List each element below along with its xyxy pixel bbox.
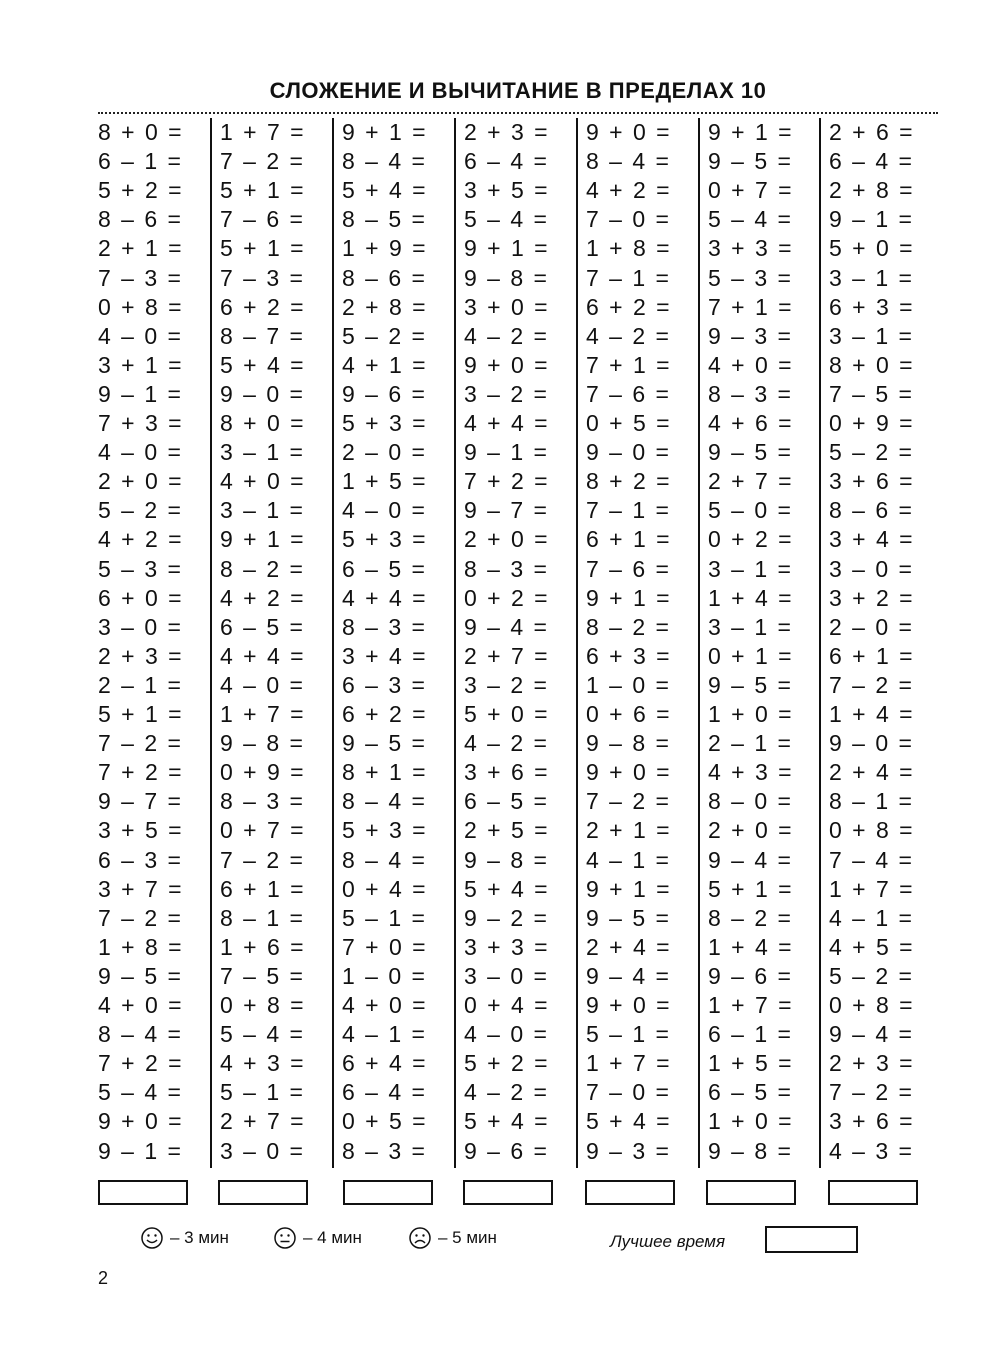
example-cell[interactable]: 8 – 4 =: [586, 148, 671, 175]
example-cell[interactable]: 8 – 1 =: [220, 904, 305, 931]
example-cell[interactable]: 6 – 3 =: [342, 671, 427, 698]
example-cell[interactable]: 4 + 4 =: [342, 584, 428, 611]
example-cell[interactable]: 8 – 4 =: [342, 148, 427, 175]
example-cell[interactable]: 7 + 3 =: [98, 410, 184, 436]
example-cell[interactable]: 0 + 4 =: [464, 992, 550, 1018]
example-cell[interactable]: 8 – 3 =: [464, 555, 549, 582]
example-cell[interactable]: 9 – 1 =: [98, 1137, 183, 1164]
example-cell[interactable]: 4 + 0 =: [342, 992, 428, 1018]
example-cell[interactable]: 1 + 8 =: [586, 235, 672, 262]
example-cell[interactable]: 6 – 5 =: [708, 1079, 793, 1106]
example-cell[interactable]: 5 – 1 =: [220, 1079, 305, 1106]
example-cell[interactable]: 9 + 1 =: [586, 584, 672, 611]
column-result-box[interactable]: [98, 1180, 188, 1205]
example-cell[interactable]: 7 – 2 =: [586, 788, 671, 815]
example-cell[interactable]: 5 + 0 =: [464, 701, 550, 727]
example-cell[interactable]: 4 + 5 =: [829, 933, 915, 960]
example-cell[interactable]: 9 – 7 =: [98, 788, 183, 815]
example-cell[interactable]: 1 + 9 =: [342, 235, 428, 262]
example-cell[interactable]: 6 + 2 =: [586, 293, 672, 320]
example-cell[interactable]: 9 – 4 =: [464, 613, 549, 640]
example-cell[interactable]: 3 + 1 =: [98, 351, 184, 378]
example-cell[interactable]: 7 – 6 =: [586, 555, 671, 582]
example-cell[interactable]: 0 + 8 =: [829, 817, 915, 844]
example-cell[interactable]: 3 – 0 =: [464, 962, 549, 989]
example-cell[interactable]: 1 + 8 =: [98, 933, 184, 960]
example-cell[interactable]: 9 – 8 =: [464, 846, 549, 873]
legend-label-neutral: – 4 мин: [303, 1228, 362, 1247]
example-cell[interactable]: 7 – 2 =: [220, 148, 305, 175]
example-cell[interactable]: 4 – 0 =: [98, 322, 183, 349]
column-result-box[interactable]: [585, 1180, 675, 1205]
legend-label-happy: – 3 мин: [170, 1228, 229, 1247]
example-cell[interactable]: 5 + 3 =: [342, 526, 428, 553]
column-result-box[interactable]: [343, 1180, 433, 1205]
example-cell[interactable]: 9 – 0 =: [220, 380, 305, 407]
example-cell[interactable]: 4 + 4 =: [464, 410, 550, 436]
examples-column: [819, 118, 939, 1168]
example-cell[interactable]: 4 + 2 =: [586, 177, 672, 204]
example-cell[interactable]: 9 – 0 =: [829, 730, 914, 757]
example-cell[interactable]: 6 – 5 =: [220, 613, 305, 640]
example-cell[interactable]: 7 – 0 =: [586, 206, 671, 233]
example-cell[interactable]: 4 – 0 =: [342, 497, 427, 524]
example-cell[interactable]: 9 + 1 =: [464, 235, 550, 262]
example-cell[interactable]: 8 + 1 =: [342, 759, 428, 786]
example-cell[interactable]: 9 – 7 =: [464, 497, 549, 524]
example-cell[interactable]: 8 – 4 =: [342, 788, 427, 815]
example-cell[interactable]: 6 – 1 =: [98, 148, 183, 175]
example-cell[interactable]: 3 + 3 =: [708, 235, 794, 262]
example-cell[interactable]: 8 – 2 =: [586, 613, 671, 640]
example-cell[interactable]: 1 + 0 =: [708, 1108, 794, 1135]
example-cell[interactable]: 9 + 1 =: [342, 119, 428, 145]
example-cell[interactable]: 2 + 0 =: [464, 526, 550, 553]
example-cell[interactable]: 9 – 6 =: [464, 1137, 549, 1164]
example-cell[interactable]: 5 – 4 =: [464, 206, 549, 233]
example-cell[interactable]: 0 + 8 =: [98, 293, 184, 320]
example-cell[interactable]: 3 – 0 =: [829, 555, 914, 582]
example-cell[interactable]: 4 + 6 =: [708, 410, 794, 436]
example-cell[interactable]: 3 + 7 =: [98, 875, 184, 902]
example-cell[interactable]: 4 + 0 =: [708, 351, 794, 378]
example-cell[interactable]: 6 – 1 =: [708, 1021, 793, 1048]
example-cell[interactable]: 1 + 4 =: [708, 933, 794, 960]
example-cell[interactable]: 2 + 4 =: [829, 759, 915, 786]
smiley-happy-icon: [140, 1226, 164, 1250]
example-cell[interactable]: 2 + 0 =: [98, 468, 184, 495]
example-cell[interactable]: 4 – 0 =: [464, 1021, 549, 1048]
example-cell[interactable]: 0 + 6 =: [586, 701, 672, 727]
example-cell[interactable]: 4 + 3 =: [220, 1050, 306, 1077]
example-cell[interactable]: 7 – 1 =: [586, 497, 671, 524]
example-cell[interactable]: 4 – 1 =: [586, 846, 671, 873]
example-cell[interactable]: 8 – 3 =: [342, 1137, 427, 1164]
example-cell[interactable]: 5 + 0 =: [829, 235, 915, 262]
example-cell[interactable]: 5 + 2 =: [98, 177, 184, 204]
example-cell[interactable]: 6 + 4 =: [342, 1050, 428, 1077]
example-cell[interactable]: 9 – 5 =: [342, 730, 427, 757]
example-cell[interactable]: 7 – 4 =: [829, 846, 914, 873]
example-cell[interactable]: 7 + 1 =: [708, 293, 794, 320]
example-cell[interactable]: 0 + 2 =: [708, 526, 794, 553]
example-cell[interactable]: 9 – 6 =: [342, 380, 427, 407]
example-cell[interactable]: 0 + 5 =: [586, 410, 672, 436]
example-cell[interactable]: 5 + 1 =: [98, 701, 184, 727]
example-cell[interactable]: 6 – 3 =: [98, 846, 183, 873]
example-cell[interactable]: 1 + 4 =: [829, 701, 915, 727]
example-cell[interactable]: 7 + 0 =: [342, 933, 428, 960]
example-cell[interactable]: 8 – 5 =: [342, 206, 427, 233]
column-result-box[interactable]: [828, 1180, 918, 1205]
example-cell[interactable]: 0 + 8 =: [829, 992, 915, 1018]
example-cell[interactable]: 3 – 1 =: [829, 264, 914, 291]
example-cell[interactable]: 8 + 2 =: [586, 468, 672, 495]
example-cell[interactable]: 2 + 8 =: [829, 177, 915, 204]
examples-column: [92, 118, 210, 1168]
example-cell[interactable]: 8 + 0 =: [220, 410, 306, 436]
legend-label-sad: – 5 мин: [438, 1228, 497, 1247]
example-cell[interactable]: 2 – 1 =: [98, 671, 183, 698]
legend-item-happy: [140, 1226, 229, 1250]
example-cell[interactable]: 8 – 3 =: [342, 613, 427, 640]
example-cell[interactable]: 5 + 3 =: [342, 817, 428, 844]
example-cell[interactable]: 5 – 2 =: [342, 322, 427, 349]
example-cell[interactable]: 5 + 3 =: [342, 410, 428, 436]
example-cell[interactable]: 6 + 3 =: [829, 293, 915, 320]
example-cell[interactable]: 4 + 2 =: [98, 526, 184, 553]
example-cell[interactable]: 2 + 7 =: [464, 642, 550, 669]
example-cell[interactable]: 6 – 4 =: [464, 148, 549, 175]
example-cell[interactable]: 9 – 3 =: [586, 1137, 671, 1164]
example-cell[interactable]: 3 – 0 =: [98, 613, 183, 640]
example-cell[interactable]: 7 + 2 =: [464, 468, 550, 495]
column-result-box[interactable]: [218, 1180, 308, 1205]
example-cell[interactable]: 7 – 2 =: [220, 846, 305, 873]
example-cell[interactable]: 3 – 1 =: [829, 322, 914, 349]
example-cell[interactable]: 4 – 2 =: [464, 1079, 549, 1106]
example-cell[interactable]: 8 – 2 =: [708, 904, 793, 931]
example-cell[interactable]: 3 + 0 =: [464, 293, 550, 320]
example-cell[interactable]: 3 + 5 =: [98, 817, 184, 844]
example-cell[interactable]: 5 + 2 =: [464, 1050, 550, 1077]
example-cell[interactable]: 1 – 0 =: [586, 671, 671, 698]
example-cell[interactable]: 0 + 5 =: [342, 1108, 428, 1135]
example-cell[interactable]: 4 + 3 =: [708, 759, 794, 786]
example-cell[interactable]: 6 – 4 =: [342, 1079, 427, 1106]
example-cell[interactable]: 3 + 5 =: [464, 177, 550, 204]
example-cell[interactable]: 4 – 0 =: [220, 671, 305, 698]
example-cell[interactable]: 6 – 4 =: [829, 148, 914, 175]
example-cell[interactable]: 2 + 1 =: [98, 235, 184, 262]
example-cell[interactable]: 2 + 7 =: [220, 1108, 306, 1135]
example-cell[interactable]: 2 + 7 =: [708, 468, 794, 495]
example-cell[interactable]: 7 – 2 =: [98, 730, 183, 757]
example-cell[interactable]: 8 – 7 =: [220, 322, 305, 349]
example-cell[interactable]: 5 + 4 =: [464, 875, 550, 902]
example-cell[interactable]: 5 + 4 =: [342, 177, 428, 204]
example-cell[interactable]: 0 + 7 =: [220, 817, 306, 844]
example-cell[interactable]: 5 + 1 =: [708, 875, 794, 902]
example-cell[interactable]: 3 – 0 =: [220, 1137, 305, 1164]
example-cell[interactable]: 9 – 1 =: [829, 206, 914, 233]
example-cell[interactable]: 1 + 7 =: [220, 701, 306, 727]
example-cell[interactable]: 9 – 6 =: [708, 962, 793, 989]
time-legend: [140, 1226, 900, 1258]
example-cell[interactable]: 8 + 0 =: [98, 119, 184, 145]
example-cell[interactable]: 9 + 1 =: [586, 875, 672, 902]
example-cell[interactable]: 5 + 1 =: [220, 235, 306, 262]
example-cell[interactable]: 0 + 2 =: [464, 584, 550, 611]
example-cell[interactable]: 2 + 3 =: [98, 642, 184, 669]
example-cell[interactable]: 5 – 4 =: [98, 1079, 183, 1106]
example-cell[interactable]: 8 – 1 =: [829, 788, 914, 815]
example-cell[interactable]: 5 + 4 =: [586, 1108, 672, 1135]
example-cell[interactable]: 8 – 4 =: [342, 846, 427, 873]
examples-column: [698, 118, 818, 1168]
example-cell[interactable]: 9 – 4 =: [708, 846, 793, 873]
example-cell[interactable]: 3 – 2 =: [464, 380, 549, 407]
column-result-box[interactable]: [463, 1180, 553, 1205]
example-cell[interactable]: 1 + 0 =: [708, 701, 794, 727]
example-cell[interactable]: 9 – 1 =: [98, 380, 183, 407]
example-cell[interactable]: 2 + 1 =: [586, 817, 672, 844]
example-cell[interactable]: 6 – 5 =: [342, 555, 427, 582]
examples-column: [210, 118, 330, 1168]
example-cell[interactable]: 9 – 0 =: [586, 439, 671, 466]
example-cell[interactable]: 2 + 5 =: [464, 817, 550, 844]
best-time-label: Лучшее время: [610, 1232, 726, 1251]
example-cell[interactable]: 3 + 4 =: [829, 526, 915, 553]
example-cell[interactable]: 5 – 3 =: [708, 264, 793, 291]
example-cell[interactable]: 1 + 5 =: [708, 1050, 794, 1077]
example-cell[interactable]: 9 – 8 =: [220, 730, 305, 757]
example-cell[interactable]: 4 + 2 =: [220, 584, 306, 611]
legend-item-neutral: [273, 1226, 362, 1250]
example-cell[interactable]: 9 – 4 =: [829, 1021, 914, 1048]
example-cell[interactable]: 9 – 5 =: [586, 904, 671, 931]
examples-column: [454, 118, 574, 1168]
example-cell[interactable]: 9 – 2 =: [464, 904, 549, 931]
example-cell[interactable]: 3 – 1 =: [220, 497, 305, 524]
example-cell[interactable]: 3 – 2 =: [464, 671, 549, 698]
example-cell[interactable]: 6 + 1 =: [220, 875, 306, 902]
example-cell[interactable]: 5 – 3 =: [98, 555, 183, 582]
example-cell[interactable]: 9 + 1 =: [220, 526, 306, 553]
example-cell[interactable]: 7 – 6 =: [586, 380, 671, 407]
dotted-divider: [98, 112, 938, 114]
example-cell[interactable]: 9 – 4 =: [586, 962, 671, 989]
example-cell[interactable]: 7 – 2 =: [829, 671, 914, 698]
page-number: 2: [98, 1268, 109, 1288]
best-time-box[interactable]: [765, 1226, 858, 1253]
example-cell[interactable]: 1 + 7 =: [586, 1050, 672, 1077]
example-cell[interactable]: 4 – 3 =: [829, 1137, 914, 1164]
example-cell[interactable]: 5 – 4 =: [220, 1021, 305, 1048]
example-cell[interactable]: 7 – 0 =: [586, 1079, 671, 1106]
example-cell[interactable]: 5 – 2 =: [98, 497, 183, 524]
example-cell[interactable]: 8 – 3 =: [708, 380, 793, 407]
example-cell[interactable]: 2 + 3 =: [829, 1050, 915, 1077]
example-cell[interactable]: 7 – 1 =: [586, 264, 671, 291]
example-cell[interactable]: 8 – 4 =: [98, 1021, 183, 1048]
example-cell[interactable]: 7 – 3 =: [98, 264, 183, 291]
example-cell[interactable]: 9 + 1 =: [708, 119, 794, 145]
example-cell[interactable]: 9 – 5 =: [708, 148, 793, 175]
example-cell[interactable]: 4 + 1 =: [342, 351, 428, 378]
example-cell[interactable]: 1 + 7 =: [708, 992, 794, 1018]
examples-grid: [92, 118, 942, 1170]
example-cell[interactable]: 7 – 5 =: [220, 962, 305, 989]
example-cell[interactable]: 5 – 2 =: [829, 439, 914, 466]
example-cell[interactable]: 1 + 7 =: [829, 875, 915, 902]
example-cell[interactable]: 7 + 1 =: [586, 351, 672, 378]
example-cell[interactable]: 2 – 0 =: [829, 613, 914, 640]
example-cell[interactable]: 5 – 2 =: [829, 962, 914, 989]
example-cell[interactable]: 9 + 0 =: [98, 1108, 184, 1135]
example-cell[interactable]: 6 + 1 =: [829, 642, 915, 669]
example-cell[interactable]: 1 – 0 =: [342, 962, 427, 989]
example-cell[interactable]: 0 + 8 =: [220, 992, 306, 1018]
example-cell[interactable]: 9 – 5 =: [708, 439, 793, 466]
example-cell[interactable]: 4 – 0 =: [98, 439, 183, 466]
smiley-neutral-icon: [273, 1226, 297, 1250]
column-result-box[interactable]: [706, 1180, 796, 1205]
example-cell[interactable]: 5 + 1 =: [220, 177, 306, 204]
example-cell[interactable]: 5 – 1 =: [342, 904, 427, 931]
example-cell[interactable]: 5 + 4 =: [220, 351, 306, 378]
example-cell[interactable]: 4 – 2 =: [586, 322, 671, 349]
example-cell[interactable]: 0 + 1 =: [708, 642, 794, 669]
example-cell[interactable]: 9 – 8 =: [708, 1137, 793, 1164]
example-cell[interactable]: 5 + 4 =: [464, 1108, 550, 1135]
example-cell[interactable]: 4 – 1 =: [342, 1021, 427, 1048]
example-cell[interactable]: 5 – 0 =: [708, 497, 793, 524]
example-cell[interactable]: 9 + 0 =: [586, 759, 672, 786]
example-cell[interactable]: 1 + 6 =: [220, 933, 306, 960]
example-cell[interactable]: 8 – 6 =: [98, 206, 183, 233]
example-cell[interactable]: 0 + 9 =: [829, 410, 915, 436]
example-cell[interactable]: 3 + 3 =: [464, 933, 550, 960]
example-cell[interactable]: 6 – 5 =: [464, 788, 549, 815]
example-cell[interactable]: 9 + 0 =: [586, 992, 672, 1018]
page-title: СЛОЖЕНИЕ И ВЫЧИТАНИЕ В ПРЕДЕЛАХ 10: [269, 78, 767, 103]
example-cell[interactable]: 8 – 2 =: [220, 555, 305, 582]
example-cell[interactable]: 6 + 1 =: [586, 526, 672, 553]
example-cell[interactable]: 4 – 2 =: [464, 730, 549, 757]
example-cell[interactable]: 1 + 7 =: [220, 119, 306, 145]
example-cell[interactable]: 9 + 0 =: [464, 351, 550, 378]
example-cell[interactable]: 2 – 1 =: [708, 730, 793, 757]
example-cell[interactable]: 0 + 9 =: [220, 759, 306, 786]
example-cell[interactable]: 4 – 2 =: [464, 322, 549, 349]
legend-item-sad: [408, 1226, 497, 1250]
example-cell[interactable]: 3 + 6 =: [829, 1108, 915, 1135]
example-cell[interactable]: 7 – 2 =: [98, 904, 183, 931]
example-cell[interactable]: 2 + 0 =: [708, 817, 794, 844]
example-cell[interactable]: 7 – 3 =: [220, 264, 305, 291]
example-cell[interactable]: 4 + 4 =: [220, 642, 306, 669]
example-cell[interactable]: 1 + 5 =: [342, 468, 428, 495]
example-cell[interactable]: 4 + 0 =: [220, 468, 306, 495]
example-cell[interactable]: 7 + 2 =: [98, 1050, 184, 1077]
example-cell[interactable]: 5 – 4 =: [708, 206, 793, 233]
example-cell[interactable]: 7 – 2 =: [829, 1079, 914, 1106]
example-cell[interactable]: 9 – 3 =: [708, 322, 793, 349]
example-cell[interactable]: 6 + 3 =: [586, 642, 672, 669]
example-cell[interactable]: 2 – 0 =: [342, 439, 427, 466]
example-cell[interactable]: 6 + 0 =: [98, 584, 184, 611]
example-cell[interactable]: 7 + 2 =: [98, 759, 184, 786]
example-cell[interactable]: 7 – 5 =: [829, 380, 914, 407]
example-cell[interactable]: 3 – 1 =: [708, 613, 793, 640]
example-cell[interactable]: 8 – 0 =: [708, 788, 793, 815]
examples-column: [332, 118, 452, 1168]
example-cell[interactable]: 2 + 6 =: [829, 119, 915, 145]
example-cell[interactable]: 9 – 5 =: [98, 962, 183, 989]
example-cell[interactable]: 0 + 4 =: [342, 875, 428, 902]
example-cell[interactable]: 3 + 4 =: [342, 642, 428, 669]
example-cell[interactable]: 4 + 0 =: [98, 992, 184, 1018]
example-cell[interactable]: 3 – 1 =: [708, 555, 793, 582]
example-cell[interactable]: 3 – 1 =: [220, 439, 305, 466]
example-cell[interactable]: 9 + 0 =: [586, 119, 672, 145]
example-cell[interactable]: 3 + 6 =: [464, 759, 550, 786]
example-cell[interactable]: 0 + 7 =: [708, 177, 794, 204]
example-cell[interactable]: 9 – 8 =: [586, 730, 671, 757]
example-cell[interactable]: 2 + 3 =: [464, 119, 550, 145]
example-cell[interactable]: 9 – 8 =: [464, 264, 549, 291]
example-cell[interactable]: 9 – 1 =: [464, 439, 549, 466]
example-cell[interactable]: 6 + 2 =: [342, 701, 428, 727]
smiley-sad-icon: [408, 1226, 432, 1250]
example-cell[interactable]: 8 + 0 =: [829, 351, 915, 378]
example-cell[interactable]: 6 + 2 =: [220, 293, 306, 320]
example-cell[interactable]: 9 – 5 =: [708, 671, 793, 698]
example-cell[interactable]: 8 – 3 =: [220, 788, 305, 815]
example-cell[interactable]: 3 + 6 =: [829, 468, 915, 495]
example-cell[interactable]: 4 – 1 =: [829, 904, 914, 931]
example-cell[interactable]: 3 + 2 =: [829, 584, 915, 611]
example-cell[interactable]: 2 + 8 =: [342, 293, 428, 320]
example-cell[interactable]: 2 + 4 =: [586, 933, 672, 960]
examples-column: [576, 118, 696, 1168]
example-cell[interactable]: 7 – 6 =: [220, 206, 305, 233]
example-cell[interactable]: 8 – 6 =: [342, 264, 427, 291]
example-cell[interactable]: 8 – 6 =: [829, 497, 914, 524]
example-cell[interactable]: 1 + 4 =: [708, 584, 794, 611]
example-cell[interactable]: 5 – 1 =: [586, 1021, 671, 1048]
